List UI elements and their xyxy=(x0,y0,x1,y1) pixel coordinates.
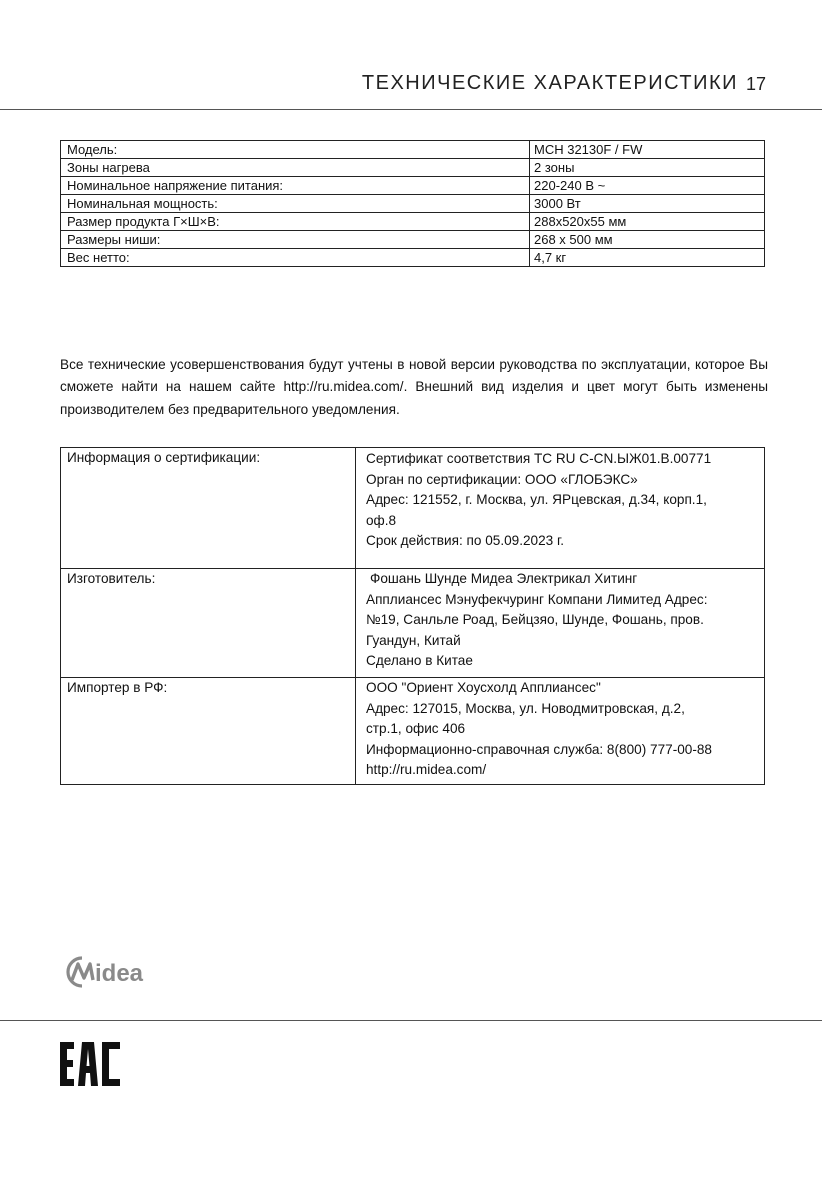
header-divider xyxy=(0,109,822,110)
svg-text:idea: idea xyxy=(95,960,144,987)
specifications-table xyxy=(60,140,765,267)
spec-label: Размеры ниши: xyxy=(61,231,530,249)
midea-logo-icon xyxy=(62,952,176,992)
table-row xyxy=(61,231,765,249)
importer-details xyxy=(356,678,765,784)
table-row xyxy=(61,213,765,231)
manufacturer-line: Сделано в Китае xyxy=(366,653,473,668)
spec-label: Номинальная мощность: xyxy=(61,195,530,213)
certification-details xyxy=(356,448,765,568)
certification-line: Сертификат соответствия ТС RU C-CN.ЫЖ01.В.00771 xyxy=(366,451,712,466)
footer-divider xyxy=(0,1020,822,1021)
certification-label: Информация о сертификации: xyxy=(67,450,261,465)
manufacturer-label: Изготовитель: xyxy=(67,571,156,586)
certification-line: оф.8 xyxy=(366,512,397,528)
spec-label: Модель: xyxy=(61,141,530,159)
improvements-notice: Все технические усовершенствования будут учтены в новой версии руководства по эксплуатации, которое Вы сможете найти на нашем сайте http://ru.midea.com/. Внешний вид изделия и цвет могут быть изменены производителем без предварительного уведомления. xyxy=(60,356,768,417)
table-row xyxy=(61,141,765,159)
spec-value: 3000 Вт xyxy=(530,195,765,213)
spec-label: Зоны нагрева xyxy=(61,159,530,177)
importer-line: http://ru.midea.com/ xyxy=(366,762,487,777)
spec-value: 288x520x55 мм xyxy=(530,213,765,231)
table-row xyxy=(61,159,765,177)
spec-label: Размер продукта Г×Ш×В: xyxy=(61,213,530,231)
manufacturer-line: №19, Санльле Роад, Бейцзяо, Шунде, Фошань, пров. xyxy=(366,612,704,627)
spec-label: Вес нетто: xyxy=(61,249,530,267)
spec-value: 268 x 500 мм xyxy=(530,231,765,249)
manufacturer-line: Апплиансес Мэнуфекчуринг Компани Лимитед Адрес: xyxy=(366,591,708,607)
manufacturer-details xyxy=(356,569,765,677)
certification-row xyxy=(60,448,765,568)
page-number: 17 xyxy=(745,74,766,94)
table-row xyxy=(61,177,765,195)
page-title: ТЕХНИЧЕСКИЕ ХАРАКТЕРИСТИКИ xyxy=(361,72,738,94)
importer-line: Адрес: 127015, Москва, ул. Новодмитровская, д.2, xyxy=(366,700,685,716)
certification-line: Орган по сертификации: ООО «ГЛОБЭКС» xyxy=(366,471,638,487)
spec-value: 4,7 кг xyxy=(530,249,765,267)
importer-line: ООО "Ориент Хоусхолд Апплиансес" xyxy=(366,680,601,695)
spec-value: 2 зоны xyxy=(530,159,765,177)
spec-value: MCH 32130F / FW xyxy=(530,141,765,159)
manufacturer-line: Гуандун, Китай xyxy=(366,632,461,648)
importer-line: стр.1, офис 406 xyxy=(366,721,466,736)
eac-mark-icon xyxy=(58,1040,122,1088)
certification-line: Адрес: 121552, г. Москва, ул. ЯРцевская, д.34, корп.1, xyxy=(366,492,707,507)
certification-table xyxy=(60,447,765,785)
table-row xyxy=(61,249,765,267)
spec-label: Номинальное напряжение питания: xyxy=(61,177,530,195)
table-row xyxy=(61,195,765,213)
importer-label: Импортер в РФ: xyxy=(67,680,168,695)
certification-line: Срок действия: по 05.09.2023 г. xyxy=(366,533,565,548)
manufacturer-row xyxy=(60,568,765,677)
manufacturer-line: Фошань Шунде Мидеа Электрикал Хитинг xyxy=(370,571,638,586)
importer-line: Информационно-справочная служба: 8(800) 777-00-88 xyxy=(366,741,712,757)
importer-row xyxy=(60,677,765,784)
spec-value: 220-240 В ~ xyxy=(530,177,765,195)
